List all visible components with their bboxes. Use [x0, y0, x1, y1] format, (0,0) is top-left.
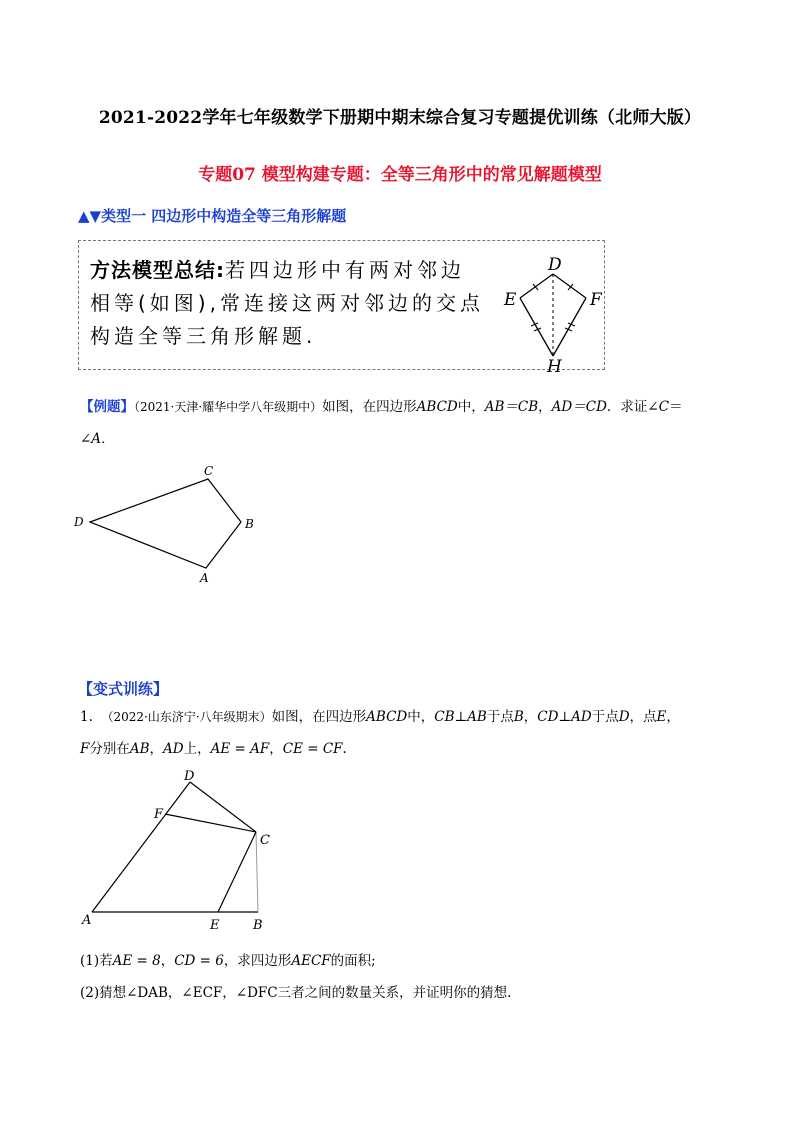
example-cond-2: AD＝CD — [551, 399, 607, 415]
q1-text-6: ， — [666, 709, 680, 725]
example-tag: 【例题】 — [80, 399, 134, 415]
document-title: 2021-2022学年七年级数学下册期中期末综合复习专题提优训练（北师大版） — [98, 108, 702, 128]
sub1-quad: AECF — [291, 953, 331, 969]
seg-ad — [92, 782, 190, 912]
label-h: H — [547, 357, 562, 374]
method-line-3: 构造全等三角形解题. — [90, 324, 317, 348]
sub1-cond-2: CD = 6 — [174, 953, 224, 969]
example-text-1: 如图，在四边形 — [322, 399, 417, 415]
sub1-cond-1: AE = 8 — [112, 953, 161, 969]
q1-quad: ABCD — [366, 709, 408, 725]
kite-figure — [498, 250, 608, 374]
q1-label-d: D — [184, 769, 195, 784]
seg-ce — [218, 832, 256, 912]
q1-sub-1 — [80, 950, 376, 972]
q1-source: （2022·山东济宁·八年级期末） — [101, 710, 272, 724]
quad-abcd — [90, 479, 241, 568]
example-line-2: ∠A． — [80, 431, 115, 447]
method-line-1: 若四边形中有两对邻边 — [225, 258, 465, 282]
q1-line2-cond-1: AE = AF — [210, 741, 270, 757]
q1-text-5: ，点 — [629, 709, 657, 725]
q1-line2-ad: AD — [163, 741, 184, 757]
q1-label-a: A — [82, 913, 92, 928]
q1-figure — [70, 764, 290, 936]
q1-label-c: C — [260, 833, 270, 848]
fig-label-b: B — [245, 517, 254, 531]
method-line-2: 相等(如图),常连接这两对邻边的交点 — [90, 291, 484, 315]
q1-line-1 — [80, 706, 740, 728]
label-e: E — [504, 290, 517, 310]
fig-label-c: C — [204, 464, 214, 478]
example-cond-1: AB＝CB — [484, 399, 539, 415]
kite-edge-eh — [520, 298, 553, 356]
q1-line2-end: . — [342, 741, 347, 757]
kite-edge-fh — [553, 298, 586, 356]
q1-line2-text: 分别在 — [89, 741, 130, 757]
example-eq: ＝ — [669, 399, 683, 415]
sub1-prefix: (1)若 — [80, 953, 113, 969]
q1-label-f: F — [154, 807, 164, 822]
q1-text-2: 中， — [407, 709, 435, 725]
fig-label-d: D — [74, 515, 84, 529]
example-text-2: 中， — [457, 399, 485, 415]
q1-label-b: B — [253, 918, 263, 933]
label-d: D — [548, 255, 562, 275]
q1-cond-2: CD⊥AD — [537, 709, 592, 725]
q1-b: B — [513, 709, 524, 725]
q1-e: E — [656, 709, 667, 725]
topic-title: 专题07 模型构建专题：全等三角形中的常见解题模型 — [198, 165, 602, 185]
example-quad: ABCD — [416, 399, 458, 415]
type-heading: ▲▼类型一 四边形中构造全等三角形解题 — [78, 207, 347, 225]
kite-edge-df — [553, 274, 586, 298]
q1-sub-2: (2)猜想∠DAB，∠ECF，∠DFC三者之间的数量关系，并证明你的猜想. — [80, 985, 512, 1001]
seg-dc — [190, 782, 256, 832]
q1-d: D — [618, 709, 630, 725]
q1-line2-cond-2: CE = CF — [282, 741, 343, 757]
q1-comma: ， — [523, 709, 538, 725]
q1-text-3: 于点 — [486, 709, 514, 725]
sub1-comma: ， — [160, 953, 175, 969]
q1-line2-comma: ， — [149, 741, 164, 757]
q1-line2-on: 上， — [183, 741, 211, 757]
q1-line2-comma-2: ， — [269, 741, 283, 757]
example-c: C — [658, 399, 670, 415]
sub1-end: 的面积; — [330, 953, 376, 969]
label-f: F — [590, 290, 602, 310]
fig-label-a: A — [200, 571, 209, 585]
q1-line2-ab: AB — [129, 741, 150, 757]
method-summary-text — [90, 254, 490, 353]
method-label: 方法模型总结: — [90, 258, 225, 282]
example-text-3: ．求证∠ — [606, 399, 659, 415]
q1-line2-f: F — [80, 741, 90, 757]
kite-edge-de — [520, 274, 553, 298]
q1-cond-1: CB⊥AB — [434, 709, 487, 725]
q1-text-1: 如图，在四边形 — [271, 709, 367, 725]
q1-label-e: E — [210, 918, 220, 933]
seg-fc — [165, 814, 256, 832]
q1-line-2 — [80, 738, 347, 760]
q1-text-4: 于点 — [591, 709, 619, 725]
example-source: （2021·天津·耀华中学八年级期中） — [134, 400, 323, 414]
example-comma: ， — [538, 399, 552, 415]
example-figure — [68, 462, 268, 590]
seg-cb — [256, 832, 258, 912]
q1-number: 1. — [80, 709, 93, 725]
sub1-text: ，求四边形 — [223, 953, 292, 969]
training-tag: 【变式训练】 — [78, 680, 169, 698]
example-line-1 — [80, 396, 730, 418]
